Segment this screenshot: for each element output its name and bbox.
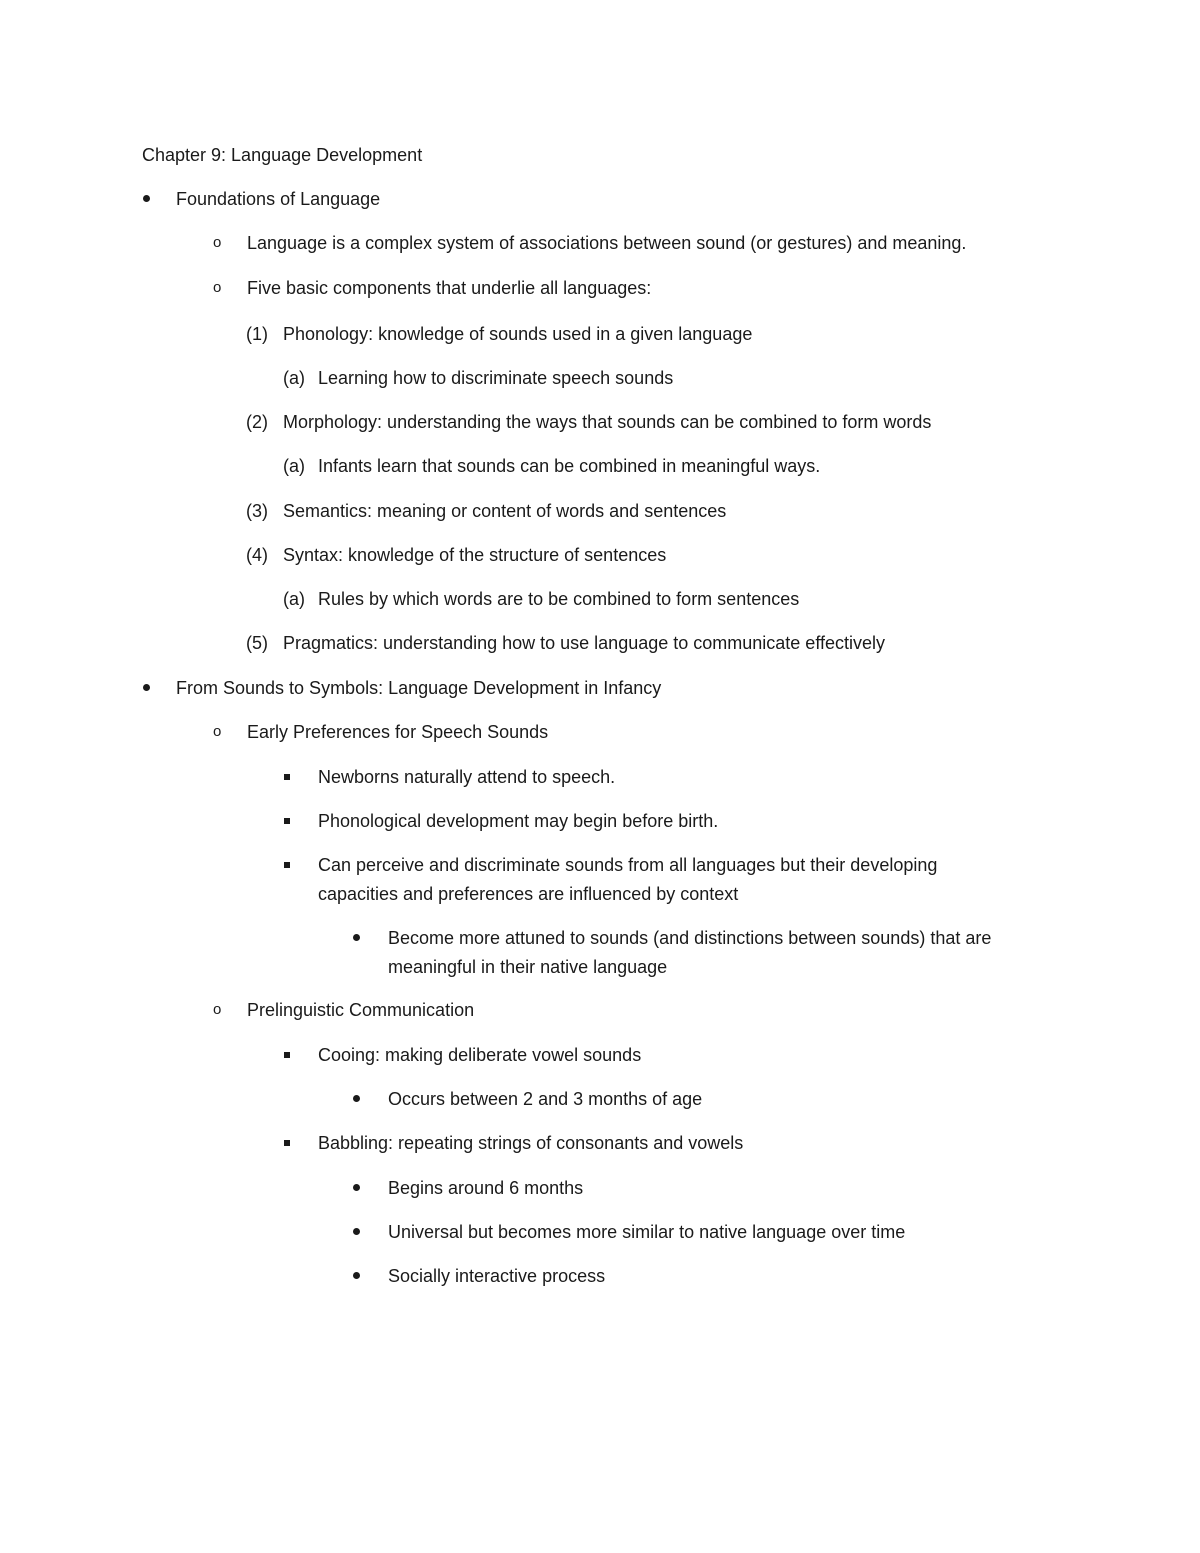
list-item: Cooing: making deliberate vowel sounds [318,1045,642,1065]
list-item: Universal but becomes more similar to native language over time [388,1222,906,1242]
list-number: (2) [246,412,268,432]
list-number: (4) [246,545,268,565]
bullet-icon [353,1228,360,1235]
square-bullet-icon [284,774,290,780]
subsection-heading: Prelinguistic Communication [247,1000,475,1020]
list-item: Can perceive and discriminate sounds from all languages but their developing [318,855,938,875]
list-letter: (a) [283,589,305,609]
list-item: Five basic components that underlie all languages: [247,278,652,298]
list-item: Phonological development may begin before birth. [318,811,719,831]
bullet-icon [353,1184,360,1191]
bullet-icon [353,934,360,941]
list-item: Infants learn that sounds can be combined in meaningful ways. [318,456,821,476]
list-item: Newborns naturally attend to speech. [318,767,616,787]
list-item: Become more attuned to sounds (and distinctions between sounds) that are [388,928,992,948]
list-item: Socially interactive process [388,1266,606,1286]
subsection-heading: Early Preferences for Speech Sounds [247,722,549,742]
list-number: (3) [246,501,268,521]
list-number: (5) [246,633,268,653]
list-item: Begins around 6 months [388,1178,584,1198]
section-heading: From Sounds to Symbols: Language Development in Infancy [176,678,662,698]
circle-bullet-icon: o [213,1001,222,1018]
square-bullet-icon [284,1140,290,1146]
section-heading: Foundations of Language [176,189,381,209]
bullet-icon [353,1095,360,1102]
list-item-continuation: capacities and preferences are influenced by context [318,884,739,904]
bullet-icon [143,684,150,691]
list-item: Semantics: meaning or content of words and sentences [283,501,727,521]
list-letter: (a) [283,368,305,388]
bullet-icon [353,1272,360,1279]
square-bullet-icon [284,818,290,824]
circle-bullet-icon: o [213,723,222,740]
circle-bullet-icon: o [213,234,222,251]
list-item: Occurs between 2 and 3 months of age [388,1089,703,1109]
square-bullet-icon [284,1052,290,1058]
list-item: Rules by which words are to be combined to form sentences [318,589,800,609]
list-item: Language is a complex system of associations between sound (or gestures) and meaning. [247,233,967,253]
list-number: (1) [246,324,268,344]
list-item: Pragmatics: understanding how to use language to communicate effectively [283,633,886,653]
list-item: Babbling: repeating strings of consonants and vowels [318,1133,744,1153]
list-item: Morphology: understanding the ways that sounds can be combined to form words [283,412,932,432]
bullet-icon [143,195,150,202]
list-item-continuation: meaningful in their native language [388,957,668,977]
square-bullet-icon [284,862,290,868]
list-item: Syntax: knowledge of the structure of sentences [283,545,667,565]
list-item: Learning how to discriminate speech sounds [318,368,674,388]
page-title: Chapter 9: Language Development [142,145,423,165]
circle-bullet-icon: o [213,279,222,296]
list-letter: (a) [283,456,305,476]
list-item: Phonology: knowledge of sounds used in a given language [283,324,753,344]
